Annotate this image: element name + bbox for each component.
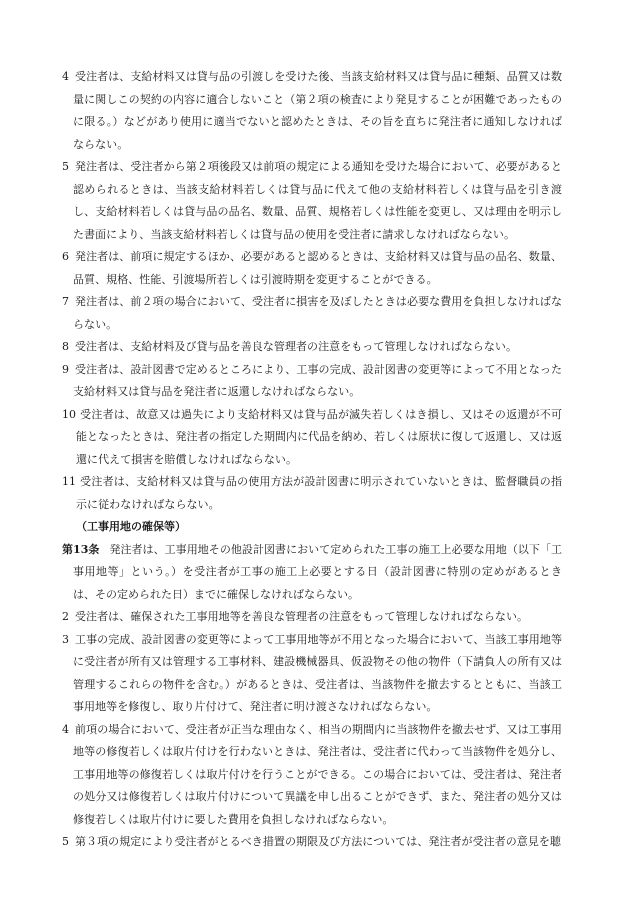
article-13 [62, 539, 562, 607]
paragraph-text: 受注者は、故意又は過失により支給材料又は貸与品が滅失若しくはき損し、又はその返還が不可能となったときは、発注者の指定した期間内に代品を納め、若しくは原状に復して返還し、又は返還に代えて損害を賠償しなければならない。 [76, 407, 562, 466]
paragraph-11 [62, 471, 562, 516]
paragraph-6 [62, 246, 562, 291]
paragraph-13-3 [62, 629, 562, 719]
paragraph-number: 6 [62, 250, 70, 263]
paragraph-13-4 [62, 719, 562, 832]
paragraph-text: 受注者は、設計図書で定めるところにより、工事の完成、設計図書の変更等によって不用となった支給材料又は貸与品を発注者に返還しなければならない。 [73, 362, 562, 398]
paragraph-number: 5 [62, 835, 70, 848]
paragraph-number: 8 [62, 340, 70, 353]
paragraph-text: 受注者は、支給材料及び貸与品を善良な管理者の注意をもって管理しなければならない。 [75, 340, 517, 353]
paragraph-number: 9 [62, 362, 70, 376]
document-body [62, 66, 562, 854]
paragraph-text: 第３項の規定により受注者がとるべき措置の期限及び方法については、発注者が受注者の意見を聴 [75, 835, 561, 848]
paragraph-8 [62, 336, 562, 359]
paragraph-number: 4 [62, 70, 70, 83]
paragraph-number: 4 [62, 722, 70, 736]
paragraph-number: 3 [62, 632, 70, 646]
paragraph-text: 受注者は、支給材料又は貸与品の使用方法が設計図書に明示されていないときは、監督職員の指示に従わなければならない。 [76, 475, 562, 511]
paragraph-text: 受注者は、確保された工事用地等を善良な管理者の注意をもって管理しなければならない。 [75, 610, 529, 623]
paragraph-4 [62, 66, 562, 156]
paragraph-number: 10 [62, 407, 77, 421]
paragraph-9 [62, 359, 562, 404]
paragraph-7 [62, 291, 562, 336]
paragraph-text: 前項の場合において、受注者が正当な理由なく、相当の期間内に当該物件を撤去せず、又は工事用地等の修復若しくは取片付けを行わないときは、発注者は、受注者に代わって当該物件を処分し、工事用地等の修復若しくは取片付けを行うことができる。この場合においては、受注者は、発注者の処分又は修復若しくは取片付けについて異議を申し出ることができず、また、発注者の処分又は修復若しくは取片付けに要した費用を負担しなければならない。 [73, 722, 562, 826]
article-number: 第13条 [62, 542, 100, 556]
article-text: 発注者は、工事用地その他設計図書において定められた工事の施工上必要な用地（以下「工事用地等」という。）を受注者が工事の施工上必要とする日（設計図書に特別の定めがあるときは、その定められた日）までに確保しなければならない。 [73, 542, 563, 601]
paragraph-number: 7 [62, 295, 70, 308]
paragraph-text: 発注者は、前２項の場合において、受注者に損害を及ぼしたときは必要な費用を負担しなければならない。 [73, 295, 562, 331]
paragraph-13-2 [62, 606, 562, 629]
paragraph-10 [62, 404, 562, 472]
paragraph-text: 工事の完成、設計図書の変更等によって工事用地等が不用となった場合において、当該工事用地等に受注者が所有又は管理する工事材料、建設機械器具、仮設物その他の物件（下請負人の所有又は管理するこれらの物件を含む。）があるときは、受注者は、当該物件を撤去するとともに、当該工事用地等を修復し、取り片付けて、発注者に明け渡さなければならない。 [73, 632, 562, 713]
paragraph-text: 受注者は、支給材料又は貸与品の引渡しを受けた後、当該支給材料又は貸与品に種類、品質又は数量に関しこの契約の内容に適合しないこと（第２項の検査により発見することが困難であったものに限る。）などがあり使用に適当でないと認めたときは、その旨を直ちに発注者に通知しなければならない。 [73, 70, 562, 151]
paragraph-number: 11 [62, 475, 77, 488]
paragraph-number: 5 [62, 160, 70, 173]
paragraph-13-5 [62, 831, 562, 854]
section-heading: （工事用地の確保等） [76, 520, 186, 533]
paragraph-5 [62, 156, 562, 246]
paragraph-text: 発注者は、受注者から第２項後段又は前項の規定による通知を受けた場合において、必要があると認められるときは、当該支給材料若しくは貸与品に代えて他の支給材料若しくは貸与品を引き渡し、支給材料若しくは貸与品の品名、数量、品質、規格若しくは性能を変更し、又は理由を明示した書面により、当該支給材料若しくは貸与品の使用を受注者に請求しなければならない。 [73, 160, 562, 241]
paragraph-text: 発注者は、前項に規定するほか、必要があると認めるときは、支給材料又は貸与品の品名、数量、品質、規格、性能、引渡場所若しくは引渡時期を変更することができる。 [73, 250, 562, 286]
paragraph-number: 2 [62, 610, 70, 623]
